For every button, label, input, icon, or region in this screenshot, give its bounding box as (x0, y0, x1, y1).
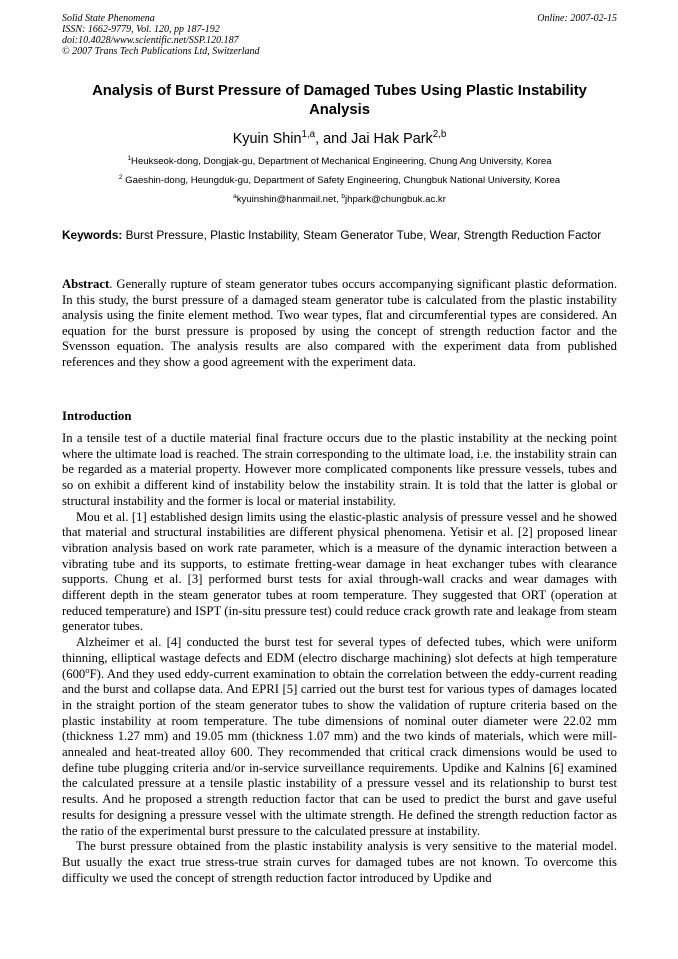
email-b-sup: b (341, 192, 345, 200)
intro-paragraph-1: In a tensile test of a ductile material final fracture occurs due to the plastic instability at the necking point where the ultimate load is reached. The strain corresponding to the ultimate load, i.e. the instability strain can be regarded as a material property. However more complicated components like pressure vessels, tubes and so on exhibit a different kind of instability below the instability strain. It is told that the latter is global or structural instability and the former is local or material instability. (62, 431, 617, 508)
abstract-block (62, 277, 617, 371)
author-1: Kyuin Shin (232, 131, 302, 147)
introduction-heading: Introduction (62, 409, 132, 423)
abstract-text: . Generally rupture of steam generator tubes occurs accompanying significant plastic deformation. In this study, the burst pressure of a damaged steam generator tube is calculated from the plastic instability analysis using the finite element method. Two wear types, flat and circumferential types are considered. An equation for the burst pressure is proposed by using the concept of strength reduction factor and the Svensson equation. The analysis results are also compared with the experiment data from published references and they show a good agreement with the experiment data. (62, 277, 617, 369)
keywords-label: Keywords: (62, 228, 123, 242)
affiliation-2-text: Gaeshin-dong, Heungduk-gu, Department of Safety Engineering, Chungbuk National University, Korea (125, 175, 561, 186)
degree-sup: o (85, 664, 90, 675)
affiliation-2 (62, 175, 617, 187)
introduction-body (62, 431, 617, 886)
intro-paragraph-3 (62, 635, 617, 839)
author-1-sup: 1,a (301, 129, 316, 141)
email-a-sup: a (233, 192, 237, 200)
online-date: Online: 2007-02-15 (537, 13, 617, 24)
email-line (62, 194, 617, 206)
title-line-1: Analysis of Burst Pressure of Damaged Tubes Using Plastic Instability (92, 83, 587, 99)
title-line-2: Analysis (309, 102, 370, 118)
abstract-label: Abstract (62, 277, 110, 291)
author-connector: , and (315, 131, 352, 147)
affiliation-1-text: Heukseok-dong, Dongjak-gu, Department of Mechanical Engineering, Chung Ang University, Korea (131, 156, 552, 167)
email-a[interactable]: kyuinshin@hanmail.net, (236, 194, 342, 205)
doi-line: doi:10.4028/www.scientific.net/SSP.120.187 (62, 35, 239, 46)
affiliation-1 (62, 156, 617, 168)
author-2: Jai Hak Park (351, 131, 433, 147)
journal-name: Solid State Phenomena (62, 13, 155, 24)
author-list (62, 130, 617, 148)
intro-paragraph-3a: Alzheimer et al. [4] conducted the burst test for several types of defected tubes, which were uniform thinning, elliptical wastage defects and EDM (electro discharge machining) slot defects at high temperature (600 (62, 635, 617, 681)
affiliation-2-sup: 2 (118, 173, 123, 181)
paper-title (62, 82, 617, 120)
copyright-line: © 2007 Trans Tech Publications Ltd, Switzerland (62, 46, 260, 57)
intro-paragraph-4: The burst pressure obtained from the plastic instability analysis is very sensitive to the material model. But usually the exact true stress-true strain curves for damaged tubes are not known. To overcome this difficulty we used the concept of strength reduction factor introduced by Updike and (62, 839, 617, 885)
keywords-block (62, 228, 617, 242)
keywords-text: Burst Pressure, Plastic Instability, Steam Generator Tube, Wear, Strength Reduction Factor (122, 228, 602, 242)
author-2-sup: 2,b (432, 129, 447, 141)
affiliation-1-sup: 1 (127, 154, 132, 162)
intro-paragraph-2: Mou et al. [1] established design limits using the elastic-plastic analysis of pressure vessel and he showed that material and structural instabilities are different physical phenomena. Yetisir et al. [2] proposed linear vibration analysis based on work rate parameter, which is a measure of the dynamic interaction between a vibrating tube and its supports, to estimate fretting-wear damage in heat exchanger tubes with clearance supports. Chung et al. [3] performed burst tests for axial through-wall cracks and wear damages with different depth in the steam generator tubes at room temperature. They suggested that ORT (operation at reduced temperature) and ISPT (in-situ pressure test) could reduce crack growth rate and leakage from steam generator tubes. (62, 509, 617, 634)
email-b[interactable]: jhpark@chungbuk.ac.kr (344, 194, 446, 205)
issn-line: ISSN: 1662-9779, Vol. 120, pp 187-192 (62, 24, 220, 35)
intro-paragraph-3b: F). And they used eddy-current examination to obtain the correlation between the eddy-current reading and the burst and collapse data. And EPRI [5] carried out the burst test for various types of damages located in the straight portion of the steam generator tubes to show the validation of rupture criteria based on the plastic instability at room temperature. The tube dimensions of nominal outer diameter were 22.02 mm (thickness 1.27 mm) and 19.05 mm (thickness 1.07 mm) and the two kinds of materials, which were mill-annealed and heat-treated alloy 600. They recommended that critical crack dimensions would be used to define tube plugging criteria and/or in-service surveillance requirements. Updike and Kalnins [6] examined the calculated pressure at a tensile plastic instability of a pressure vessel and its relationship to burst test results. And he proposed a strength reduction factor that can be used to predict the burst and gave useful results for designing a pressure vessel with the ultimate strength. He defined the strength reduction factor as the ratio of the experimental burst pressure to the calculated pressure at instability. (62, 666, 617, 838)
journal-header (62, 13, 617, 57)
